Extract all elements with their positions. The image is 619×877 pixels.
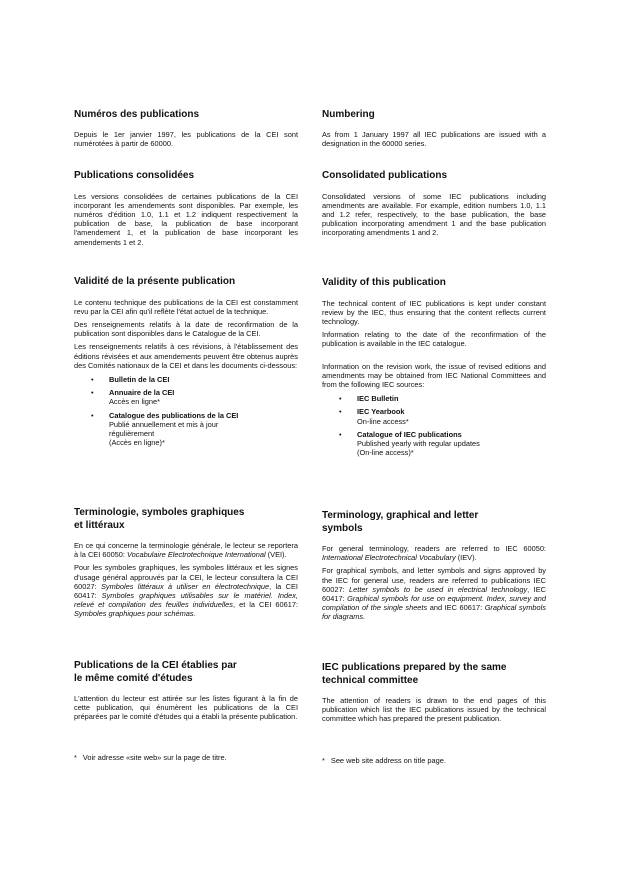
list-item	[74, 375, 298, 384]
en-source-title: IEC Yearbook	[357, 407, 405, 417]
fr-terminology-heading-line2: et littéraux	[74, 519, 125, 531]
fr-validity-p3: Les renseignements relatifs à ces révisions, à l'établissement des éditions révisées et aux amendements peuvent être obtenus auprès des Comités nationaux de la CEI et dans les documents ci-dessous:	[74, 342, 298, 370]
list-item	[322, 407, 546, 425]
fr-numbering-section	[74, 109, 298, 148]
list-item	[74, 411, 298, 448]
text-run: For graphical symbols, and letter symbols and signs approved by the IEC for general use, readers are referred to publications IEC 60027:	[322, 566, 546, 594]
bullet-icon: •	[91, 388, 94, 398]
en-numbering-section	[322, 109, 546, 148]
en-footnote-text: See web site address on title page.	[330, 756, 446, 765]
en-terminology-heading-line2: symbols	[322, 522, 363, 534]
italic-title: Symboles graphiques utilisables sur le matériel. Index, relevé et compilation des feuilles individuelles	[74, 591, 298, 610]
fr-source-detail: Publié annuellement et mis à jour	[109, 419, 219, 429]
en-terminology-heading-line1: Terminology, graphical and letter	[322, 510, 479, 521]
fr-source-title: Catalogue des publications de la CEI	[109, 410, 239, 420]
bullet-icon: •	[339, 394, 342, 404]
text-run: Pour les symboles graphiques, les symboles littéraux et les signes d'usage général approuvés par la CEI, le lecteur consultera la CEI 60027:	[74, 563, 298, 591]
fr-source-detail: Accès en ligne*	[109, 397, 160, 407]
fr-validity-p2: Des renseignements relatifs à la date de reconfirmation de la publication sont disponibles dans le Catalogue de la CEI.	[74, 319, 298, 339]
fr-terminology-p2	[74, 563, 298, 618]
text-run: En ce qui concerne la terminologie générale, le lecteur se reportera à la CEI 60050:	[74, 541, 298, 560]
en-source-title: IEC Bulletin	[357, 394, 399, 404]
en-consolidated-section	[322, 170, 546, 238]
footnote-marker: *	[322, 756, 325, 765]
en-committee-heading-line2: technical committee	[322, 674, 419, 686]
fr-source-title: Annuaire de la CEI	[109, 388, 175, 398]
en-terminology-p2	[322, 566, 546, 621]
text-run: , IEC 60417:	[322, 584, 546, 604]
en-committee-heading-line1: IEC publications prepared by the same	[322, 662, 507, 673]
fr-consolidated-heading: Publications consolidées	[74, 170, 195, 181]
en-committee-heading	[322, 662, 546, 687]
italic-title: Graphical symbols for use on equipment. Index, survey and compilation of the single sheets	[322, 594, 546, 613]
fr-footnote-text: Voir adresse «site web» sur la page de titre.	[82, 753, 227, 762]
en-terminology-p1	[322, 544, 546, 562]
text-run: (VEI).	[265, 550, 287, 560]
fr-numbering-heading: Numéros des publications	[74, 109, 200, 120]
en-source-detail: (On-line access)*	[357, 448, 414, 458]
fr-validity-section	[74, 276, 298, 451]
bullet-icon: •	[91, 374, 94, 384]
fr-source-title: Bulletin de la CEI	[109, 374, 170, 384]
en-numbering-heading: Numbering	[322, 109, 375, 120]
fr-sources-list	[74, 375, 298, 447]
fr-terminology-p1	[74, 541, 298, 559]
text-run: , et la CEI 60617:	[233, 600, 298, 610]
en-validity-section	[322, 277, 546, 461]
en-validity-p3: Information on the revision work, the issue of revised editions and amendments may be obtained from IEC National Committees and from the following IEC sources:	[322, 361, 546, 389]
en-consolidated-text: Consolidated versions of some IEC publications including amendments are available. For example, edition numbers 1.0, 1.1 and 1.2 refer, respectively, to the base publication, the base publication incorporating amendment 1 and the base publication incorporating amendments 1 and 2.	[322, 191, 546, 238]
fr-source-detail: (Accès en ligne)*	[109, 438, 165, 448]
italic-title: International Electrotechnical Vocabulary	[322, 553, 456, 563]
italic-title: Symboles graphiques pour schémas.	[74, 609, 196, 619]
fr-terminology-heading-line1: Terminologie, symboles graphiques	[74, 507, 245, 518]
en-committee-section	[322, 662, 546, 724]
en-committee-text: The attention of readers is drawn to the end pages of this publication which list the IEC publications issued by the technical committee which has prepared the present publication.	[322, 696, 546, 724]
bullet-icon: •	[91, 410, 94, 420]
fr-committee-heading-line1: Publications de la CEI établies par	[74, 660, 237, 671]
fr-source-detail: régulièrement	[109, 428, 155, 438]
italic-title: Graphical symbols for diagrams.	[322, 603, 546, 622]
en-validity-heading: Validity of this publication	[322, 277, 446, 288]
fr-numbering-text: Depuis le 1er janvier 1997, les publications de la CEI sont numérotées à partir de 60000.	[74, 129, 298, 148]
fr-consolidated-section	[74, 170, 298, 247]
text-run: and IEC 60617:	[427, 603, 485, 613]
text-run: , la CEI 60417:	[74, 581, 298, 601]
text-run: For general terminology, readers are referred to IEC 60050:	[322, 544, 546, 553]
en-numbering-text: As from 1 January 1997 all IEC publications are issued with a designation in the 60000 series.	[322, 129, 546, 148]
en-footnote	[322, 756, 546, 765]
fr-terminology-section	[74, 507, 298, 619]
bullet-icon: •	[339, 429, 342, 439]
fr-consolidated-text: Les versions consolidées de certaines publications de la CEI incorporant les amendements sont disponibles. Par exemple, les numéros d'édition 1.0, 1.1 et 1.2 indiquent respectivement la publication de base, la publication de base incorporant l'amendement 1, et la publication de base incorporant les amendements 1 et 2.	[74, 191, 298, 247]
fr-committee-heading-line2: le même comité d'études	[74, 672, 193, 684]
en-sources-list	[322, 394, 546, 457]
fr-committee-heading	[74, 660, 298, 685]
en-source-detail: Published yearly with regular updates	[357, 438, 480, 448]
en-source-title: Catalogue of IEC publications	[357, 429, 462, 439]
footnote-marker: *	[74, 753, 77, 762]
italic-title: Symboles littéraux à utiliser en électrotechnique	[100, 581, 270, 591]
bullet-icon: •	[339, 407, 342, 417]
en-terminology-heading	[322, 510, 546, 535]
italic-title: Letter symbols to be used in electrical technology	[349, 584, 528, 594]
list-item	[322, 394, 546, 403]
en-consolidated-heading: Consolidated publications	[322, 170, 448, 181]
italic-title: Vocabulaire Electrotechnique International	[127, 550, 266, 560]
en-terminology-section	[322, 510, 546, 622]
text-run: (IEV).	[455, 553, 477, 563]
fr-validity-heading: Validité de la présente publication	[74, 276, 236, 287]
fr-footnote	[74, 753, 298, 762]
fr-terminology-heading	[74, 507, 298, 532]
en-source-detail: On-line access*	[357, 416, 409, 426]
en-validity-p1: The technical content of IEC publications is kept under constant review by the IEC, thus ensuring that the content reflects current technology.	[322, 298, 546, 326]
en-validity-p2: Information relating to the date of the reconfirmation of the publication is available in the IEC catalogue.	[322, 330, 546, 349]
fr-committee-section	[74, 660, 298, 722]
fr-validity-p1: Le contenu technique des publications de la CEI est constamment revu par la CEI afin qu'il reflète l'état actuel de la technique.	[74, 297, 298, 316]
list-item	[322, 430, 546, 458]
fr-committee-text: L'attention du lecteur est attirée sur les listes figurant à la fin de cette publication, qui énumèrent les publications de la CEI préparées par le comité d'études qui a établi la présente publication.	[74, 694, 298, 722]
list-item	[74, 388, 298, 406]
